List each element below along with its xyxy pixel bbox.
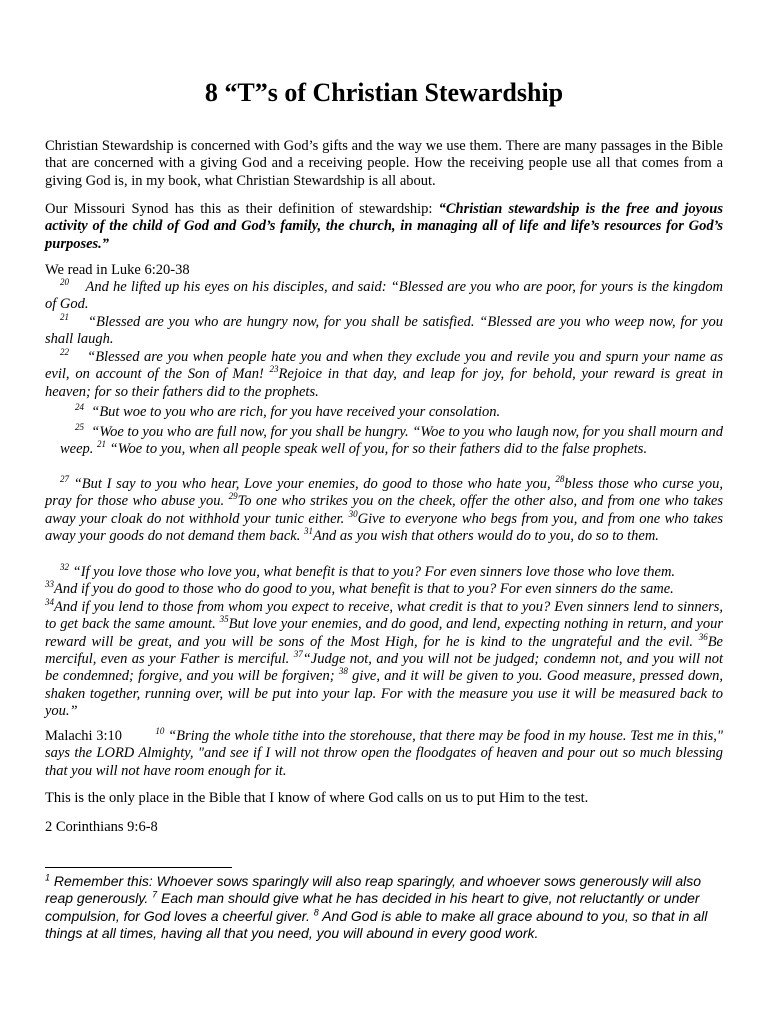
verse-text: “Blessed are you who are hungry now, for you shall be satisfied. “Blessed are you who weep now, for you shall laugh. (45, 314, 723, 348)
synod-paragraph (45, 201, 723, 253)
malachi-text: “Bring the whole tithe into the storehouse, that there may be food in my house. Test me in this," says the LORD Almighty, "and see if I will not throw open the floodgates of heaven and pour out so much blessing that you will not have room enough for it. (45, 728, 724, 779)
verse-text: And if you do good to those who do good to you, what benefit is that to you? For even sinners do the same. (54, 581, 674, 598)
footnote-text: Remember this: Whoever sows sparingly will also reap sparingly, and whoever sows generously will also reap generously. (45, 873, 702, 907)
verse-number: 21 (60, 312, 69, 323)
verse-text: And if you lend to those from whom you expect to receive, what credit is that to you? Even sinners lend to sinners, to get back the same amount. (45, 598, 723, 633)
verse-number: 23 (269, 364, 279, 375)
footnote (45, 873, 723, 943)
verse-number: 21 (97, 439, 107, 450)
intro-paragraph: Christian Stewardship is concerned with God’s gifts and the way we use them. There are many passages in the Bible that are concerned with a giving God and a receiving people. How the receiving people use all that comes from a giving God is, in my book, what Christian Stewardship is all about. (45, 138, 723, 189)
page-title: 8 “T”s of Christian Stewardship (204, 78, 564, 107)
stewardship-definition: “Christian stewardship is the free and joyous activity of the child of God and God’s family, the church, in managing all of life and life’s resources for God’s purposes.” (45, 201, 724, 252)
only-place-paragraph: This is the only place in the Bible that I know of where God calls on us to put Him to the test. (45, 790, 589, 806)
verse-number: 33 (45, 579, 54, 590)
verse-text: bless those who curse you, pray for those who abuse you. (45, 476, 723, 510)
verse-number: 25 (75, 422, 84, 433)
footnote-text: Each man should give what he has decided in his heart to give, not reluctantly or under compulsion, for God loves a cheerful giver. (45, 890, 700, 924)
verse-number: 36 (698, 631, 708, 642)
luke-heading: We read in Luke 6:20-38 (45, 262, 190, 278)
verse-number: 28 (555, 474, 565, 485)
verse-text: “But woe to you who are rich, for you have received your consolation. (91, 404, 501, 420)
verse-number: 8 (313, 907, 319, 918)
verse-text: “Blessed are you when people hate you and when they exclude you and revile you and spurn your name as evil, on account of the Son of Man! (45, 349, 723, 383)
verse-25 (60, 424, 723, 459)
verse-text: “Woe to you who are full now, for you shall be hungry. “Woe to you who laugh now, for you shall mourn and weep. (60, 424, 723, 458)
verse-number: 37 (293, 649, 303, 660)
verse-text: “But I say to you who hear, Love your enemies, do good to those who hate you, (73, 476, 556, 492)
synod-lead: Our Missouri Synod has this as their definition of stewardship: (45, 201, 439, 217)
verse-text: Be merciful, even as your Father is merciful. (45, 633, 723, 668)
verse-number: 20 (60, 277, 69, 288)
verse-text: give, and it will be given to you. Good measure, pressed down, shaken together, running over, will be put into your lap. For with the measure you use it will be measured back to you.” (45, 668, 723, 720)
verse-number: 38 (338, 666, 348, 677)
verse-text: And he lifted up his eyes on his disciples, and said: “Blessed are you who are poor, for yours is the kingdom of God. (45, 279, 723, 313)
verse-number: 35 (219, 614, 229, 625)
verse-number: 34 (45, 596, 54, 607)
verse-text: But love your enemies, and do good, and lend, expecting nothing in return, and your reward will be great, and you will be sons of the Most High, for he is kind to the ungrateful and the evil. (45, 616, 723, 650)
footnote-divider (45, 867, 232, 868)
verse-text: Give to everyone who begs from you, and from one who takes away your goods do not demand them back. (45, 510, 723, 545)
malachi-paragraph (45, 728, 723, 780)
verse-number: 24 (75, 402, 84, 413)
corinthians-ref: 2 Corinthians 9:6-8 (45, 819, 158, 835)
verse-text: Rejoice in that day, and leap for joy, for behold, your reward is great in heaven; for so their fathers did to the prophets. (45, 366, 723, 400)
verse-text: “Woe to you, when all people speak well of you, for so their fathers did to the false prophets. (109, 441, 648, 458)
verse-number: 29 (228, 491, 238, 502)
verse-text: To one who strikes you on the cheek, offer the other also, and from one who takes away your cloak do not withhold your tunic either. (45, 493, 723, 527)
verse-21 (45, 314, 723, 349)
verse-number: 7 (152, 889, 158, 900)
verse-32-38 (45, 564, 723, 721)
verse-20 (45, 279, 723, 314)
verse-number: 30 (348, 508, 358, 519)
verse-number: 10 (155, 726, 165, 737)
verse-24 (75, 404, 723, 421)
verse-number: 22 (60, 347, 69, 358)
footnote-number: 1 (45, 872, 51, 883)
verse-number: 32 (60, 562, 69, 573)
verse-number: 27 (60, 474, 69, 485)
verse-27-31 (45, 476, 723, 546)
verse-text: And as you wish that others would do to you, do so to them. (312, 528, 659, 545)
verse-text: “If you love those who love you, what benefit is that to you? For even sinners love those who love them. (72, 564, 676, 580)
footnote-text: And God is able to make all grace abound to you, so that in all things at all times, having all that you need, you will abound in every good work. (45, 907, 708, 942)
verse-22 (45, 349, 723, 401)
verse-number: 31 (303, 526, 313, 537)
malachi-ref: Malachi 3:10 (45, 728, 122, 744)
verse-text: “Judge not, and you will not be judged; condemn not, and you will not be condemned; forgive, and you will be forgiven; (45, 651, 723, 685)
